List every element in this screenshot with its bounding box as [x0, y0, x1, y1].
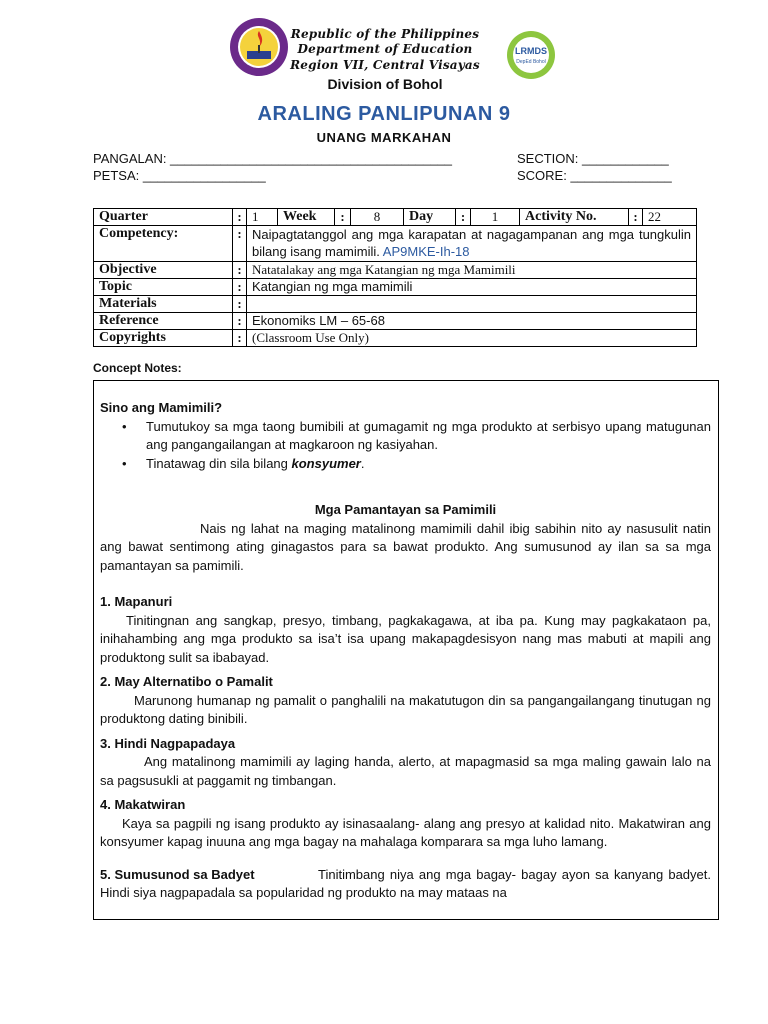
competency-code: AP9MKE-Ih-18: [382, 244, 470, 259]
lrmds-logo: [506, 30, 556, 80]
table-row: [94, 313, 697, 330]
materials-label: Materials: [94, 296, 233, 313]
bullet-text: Tinatawag din sila bilang: [146, 455, 292, 471]
criterion-text: Ang matalinong mamimili ay laging handa, alerto, at mapagmasid sa mga maling gawain lalo na sa pagsusukli at paggamit ng timbangan.: [100, 754, 711, 788]
definition-list: [100, 418, 711, 474]
table-row: [94, 209, 697, 226]
criterion-paragraph: [100, 866, 711, 903]
quarter-label: Quarter: [94, 209, 233, 226]
criterion-heading: 2. May Alternatibo o Pamalit: [100, 674, 273, 689]
concept-notes-content: [100, 399, 711, 903]
colon: :: [335, 209, 351, 226]
list-item: [100, 418, 711, 455]
criterion-heading: 1. Mapanuri: [100, 594, 173, 609]
criterion-text: Tinitimbang niya ang mga bagay- bagay ayon sa kanyang badyet. Hindi siya nagpapadala sa popularidad ng produkto na may mataas na: [100, 866, 711, 900]
bullet-text: .: [360, 455, 365, 471]
bullet-icon: •: [122, 455, 127, 471]
svg-text:DepEd Bohol: DepEd Bohol: [516, 59, 546, 65]
reference-label: Reference: [94, 313, 233, 330]
reference-value: Ekonomiks LM – 65-68: [247, 313, 697, 330]
colon: :: [233, 226, 247, 262]
topic-value: Katangian ng mga mamimili: [247, 279, 697, 296]
table-row: [94, 226, 697, 262]
competency-label: Competency:: [94, 226, 233, 262]
republic-heading: Republic of the Philippines: [290, 27, 480, 41]
emphasis-text: konsyumer: [291, 455, 361, 471]
question-heading: Sino ang Mamimili?: [100, 400, 223, 415]
criterion-heading: 3. Hindi Nagpapadaya: [100, 735, 236, 751]
bullet-icon: •: [122, 418, 127, 434]
colon: :: [629, 209, 643, 226]
colon: :: [233, 209, 247, 226]
concept-notes-box: [93, 380, 719, 920]
intro-paragraph: Nais ng lahat na maging matalinong mamimili dahil ibig sabihin nito ay nasusulit natin ang bawat sentimong ating ginagastos para sa bawat produkto. Ang sumusunod ay ilan sa sa mga pamantayan sa pamimili.: [100, 520, 711, 573]
criterion-heading: 5. Sumusunod sa Badyet: [100, 866, 255, 882]
colon: :: [233, 262, 247, 279]
criterion-text: Kaya sa pagpili ng isang produkto ay isinasaalang- alang ang presyo at kalidad nito. Makatwiran ang konsyumer kapag inuuna ang mga bagay na mahalaga komparara sa mga luho lamang.: [100, 815, 711, 849]
score-field[interactable]: SCORE: ______________: [517, 168, 672, 183]
quarter-heading: UNANG MARKAHAN: [316, 130, 452, 145]
petsa-field[interactable]: PETSA: _________________: [93, 168, 266, 183]
subject-title: ARALING PANLIPUNAN 9: [257, 103, 511, 125]
table-row: [94, 262, 697, 279]
objective-label: Objective: [94, 262, 233, 279]
criterion-heading: 4. Makatwiran: [100, 797, 186, 812]
activity-label: Activity No.: [520, 209, 629, 226]
list-item: [100, 455, 711, 474]
table-row: [94, 330, 697, 347]
materials-value: [247, 296, 697, 313]
criterion-text: Tinitingnan ang sangkap, presyo, timbang, pagkakagawa, at iba pa. Kung may pagkakataon pa, inihahambing ang mga produkto sa isa’t isa upang makapagdesisyon nang mas mabuti at mapili ang produktong sulit sa ibabayad.: [100, 612, 711, 665]
bullet-text: Tumutukoy sa mga taong bumibili at gumagamit ng mga produkto at serbisyo upang matugunan ang pangangailangan at magkaroon ng kasiyahan.: [146, 418, 711, 452]
svg-text:LRMDS: LRMDS: [515, 46, 547, 56]
section-heading: Mga Pamantayan sa Pamimili: [314, 502, 497, 517]
table-row: [94, 296, 697, 313]
objective-value: Natatalakay ang mga Katangian ng mga Mamimili: [247, 262, 697, 279]
copyrights-value: (Classroom Use Only): [247, 330, 697, 347]
copyrights-label: Copyrights: [94, 330, 233, 347]
competency-text: Naipagtatanggol ang mga karapatan at nagagampanan ang mga tungkulin bilang isang mamimili.: [252, 227, 691, 259]
colon: :: [456, 209, 471, 226]
week-label: Week: [278, 209, 335, 226]
competency-value: [247, 226, 697, 262]
day-value: 1: [471, 209, 520, 226]
department-heading: Department of Education: [297, 42, 473, 56]
colon: :: [233, 330, 247, 347]
section-field[interactable]: SECTION: ____________: [517, 151, 669, 166]
pangalan-field[interactable]: PANGALAN: _______________________________________: [93, 151, 453, 166]
region-heading: Region VII, Central Visayas: [290, 58, 480, 72]
week-value: 8: [351, 209, 404, 226]
colon: :: [233, 313, 247, 330]
quarter-value: 1: [247, 209, 278, 226]
colon: :: [233, 296, 247, 313]
division-heading: Division of Bohol: [327, 76, 443, 92]
activity-info-table: [93, 208, 697, 347]
topic-label: Topic: [94, 279, 233, 296]
day-label: Day: [404, 209, 456, 226]
activity-value: 22: [643, 209, 697, 226]
concept-notes-title: Concept Notes:: [93, 361, 182, 375]
table-row: [94, 279, 697, 296]
colon: :: [233, 279, 247, 296]
criterion-text: Marunong humanap ng pamalit o panghalili na makatutugon din sa pangangailangang tinutugan ng produktong dating binibili.: [100, 692, 711, 726]
